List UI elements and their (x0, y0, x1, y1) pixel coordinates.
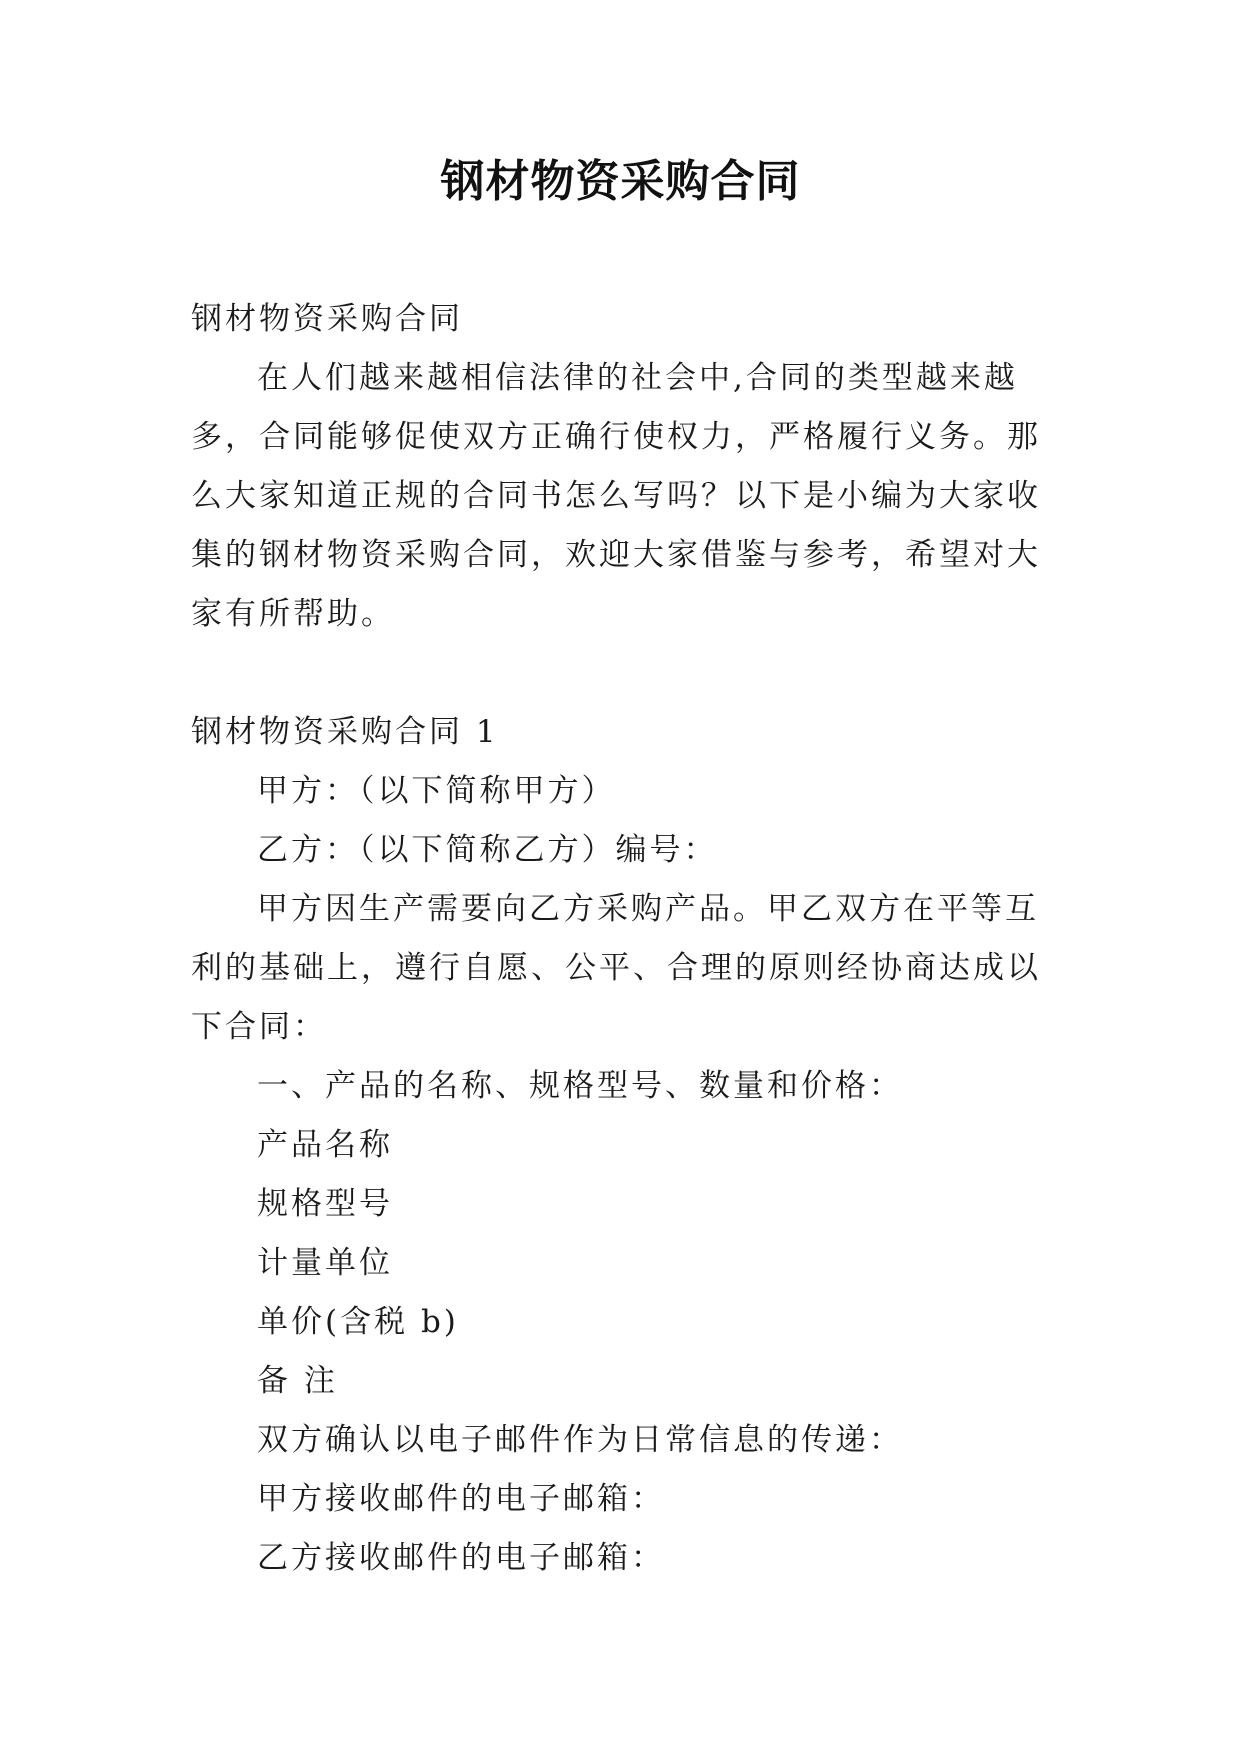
purpose-paragraph: 甲方因生产需要向乙方采购产品。甲乙双方在平等互利的基础上，遵行自愿、公平、合理的原则经协商达成以下合同： (191, 891, 1041, 1045)
field-remarks: 备 注 (257, 1363, 338, 1399)
document-heading: 钢材物资采购合同 (191, 301, 463, 337)
intro-paragraph: 在人们越来越相信法律的社会中,合同的类型越来越多，合同能够促使双方正确行使权力，严格履行义务。那么大家知道正规的合同书怎么写吗？以下是小编为大家收集的钢材物资采购合同，欢迎大家借鉴与参考，希望对大家有所帮助。 (191, 360, 1041, 632)
clause-1-heading: 一、产品的名称、规格型号、数量和价格： (257, 1068, 903, 1104)
section-heading: 钢材物资采购合同 1 (191, 714, 499, 750)
field-spec-model: 规格型号 (257, 1186, 393, 1222)
email-confirm-line: 双方确认以电子邮件作为日常信息的传递： (257, 1422, 903, 1458)
document-title: 钢材物资采购合同 (440, 156, 801, 207)
email-b-line: 乙方接收邮件的电子邮箱： (257, 1540, 665, 1576)
paragraph-gap (191, 644, 1051, 703)
field-unit-price: 单价(含税 b) (257, 1304, 459, 1340)
party-a-line: 甲方：（以下简称甲方） (257, 773, 616, 809)
document-body (191, 290, 1051, 1588)
email-a-line: 甲方接收邮件的电子邮箱： (257, 1481, 665, 1517)
field-unit: 计量单位 (257, 1245, 393, 1281)
party-b-line: 乙方：（以下简称乙方）编号： (257, 832, 718, 868)
field-product-name: 产品名称 (257, 1127, 393, 1163)
